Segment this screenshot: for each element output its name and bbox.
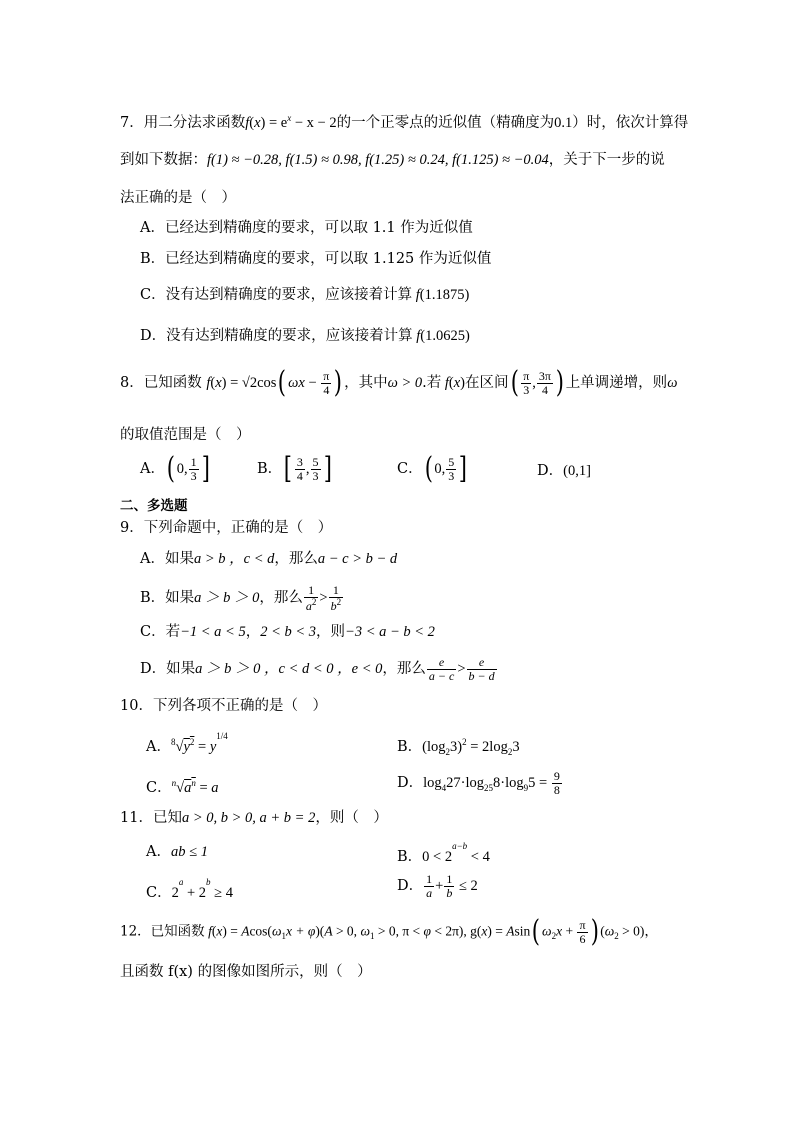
q9-c-result: −3 < a − b < 2	[345, 624, 435, 640]
q7-stem-mid: 的一个正零点的近似值（精确度为	[336, 114, 555, 131]
q10-d-label: D．	[397, 775, 424, 792]
q11-stem-post: ，则（ ）	[315, 810, 388, 826]
q8-line2: 的取值范围是（ ）	[120, 427, 251, 443]
q9-c-pre: C．若	[140, 624, 181, 640]
q9-option-a	[140, 549, 397, 569]
q9-d-mid: ，那么	[382, 661, 426, 678]
q10-option-c: C．$^n√a^n = a$	[146, 778, 219, 796]
q10-b-label: B．	[397, 738, 423, 755]
q8-option-d: D．(0,1]	[537, 463, 591, 479]
q11-c-label: C．	[146, 884, 172, 901]
q11-d-label: D．	[397, 878, 424, 895]
q9-option-c	[140, 622, 435, 642]
q11-condition: a > 0, b > 0, a + b = 2	[181, 810, 316, 826]
q7-option-c: C．没有达到精确度的要求，应该接着计算 f(1.1875)	[140, 287, 470, 303]
q7-option-c-text: C．没有达到精确度的要求，应该接着计算	[140, 287, 413, 303]
q12-line1: 12．已知函数 $f(x) = Acos(\omega_1x + \varphi)(A > 0$, $\omega_1 > 0$, π < φ < 2π), g(x) = Asin( $\omega_2x$ + $\frac{\pi}{6}$ ) $(\omega_2 > 0)$，	[120, 914, 658, 949]
q7-option-a: A．已经达到精确度的要求，可以取 1.1 作为近似值	[140, 220, 473, 236]
q11-a-label: A．	[146, 844, 171, 860]
q9-option-b: B．如果a ＞ b ＞ 0，那么 $\frac{1}{a^2}$ > $\frac{1}{b^2}$	[140, 583, 342, 613]
q9-c-cond1: −1 < a < 5	[180, 624, 246, 640]
q9-b-pre: B．如果	[140, 590, 195, 607]
q7-option-d: D．没有达到精确度的要求，应该接着计算 f(1.0625)	[140, 328, 470, 344]
q9-c-sep: ，	[245, 624, 261, 640]
q11-b-label: B．	[397, 848, 423, 865]
q7-line1: 7．用二分法求函数$f(x) = e^x - x - 2$的一个正零点的近似值（精确度为0.1）时，依次计算得	[120, 113, 689, 131]
q9-c-cond2: 2 < b < 3	[260, 624, 317, 640]
q7-function-expr: f	[245, 114, 250, 131]
q9-b-mid: ，那么	[259, 590, 303, 607]
q9-option-d: D．如果a ＞ b ＞ 0 ，c < d < 0 ，e < 0，那么 $\frac{e}{a - c}$ > $\frac{e}{b - d}$	[140, 655, 495, 683]
q7-option-b: B．已经达到精确度的要求，可以取 1.125 作为近似值	[140, 251, 492, 267]
q8-option-b: B．[ $\frac{3}{4}$ , $\frac{5}{3}$ ]	[257, 451, 332, 486]
q11-option-a	[146, 842, 208, 862]
q8-stem-post: 上单调递增，则	[565, 375, 668, 391]
q10-stem: 10．下列各项不正确的是（ ）	[120, 698, 327, 714]
q9-a-pre: A．如果	[140, 551, 194, 567]
q7-option-d-text: D．没有达到精确度的要求，应该接着计算	[140, 328, 413, 344]
q8-option-a-label: A．	[140, 461, 165, 477]
q8-stem-mid: ，其中	[344, 375, 388, 391]
q8-condition: ω > 0	[387, 375, 423, 391]
q8-stem-mid3: 在区间	[465, 375, 509, 391]
q9-b-cond: a ＞ b ＞ 0	[194, 590, 260, 607]
q9-c-mid: ，则	[316, 624, 346, 640]
q12-line2: 且函数 f(x) 的图像如图所示，则（ ）	[120, 964, 372, 980]
q7-stem-text: 7．用二分法求函数	[120, 114, 246, 131]
q10-c-label: C．	[146, 779, 172, 796]
q11-option-d: D． $\frac{1}{a}$ + $\frac{1}{b}$ ≤ 2	[397, 872, 478, 900]
q9-stem: 9．下列命题中，正确的是（ ）	[120, 520, 333, 536]
q8-option-c: C．( 0, $\frac{5}{3}$ ]	[397, 451, 468, 486]
q11-stem	[120, 808, 388, 828]
q8-line1: 8．已知函数 f(x) = √2cos( ωx − $\frac{\pi}{4}$ ) ，其中ω > 0.若 f(x)在区间( $\frac{\pi}{3}$ , $\frac{3\pi}{4}$ ) 上单调递增，则ω	[120, 365, 678, 400]
q8-stem-mid2: .若	[422, 375, 442, 391]
q11-a-expr: ab ≤ 1	[170, 844, 208, 860]
q11-stem-pre: 11．已知	[120, 810, 182, 826]
q10-option-d: D．$\log_427\cdot\log_{25}8\cdot\log_95$ = $\frac{9}{8}$	[397, 769, 560, 797]
q8-option-a: A．( 0, $\frac{1}{3}$ ]	[140, 451, 210, 486]
q7-precision: 0.1	[554, 114, 573, 131]
q7-line2-post: ，关于下一步的说	[548, 152, 665, 168]
q7-line2	[120, 150, 665, 170]
q7-stem-post: ）时，依次计算得	[572, 114, 689, 131]
q12-stem-pre: 12．已知函数	[120, 923, 205, 940]
q9-d-cond: a ＞ b ＞ 0 ，c < d < 0 ，e < 0	[195, 661, 383, 678]
q7-option-d-value: 1.0625	[425, 328, 465, 344]
q10-a-label: A．	[146, 738, 171, 755]
q8-function-expr: f	[206, 375, 211, 391]
q7-option-c-value: 1.1875	[424, 287, 465, 303]
q7-data-values: f(1) ≈ −0.28, f(1.5) ≈ 0.98, f(1.25) ≈ 0.24, f(1.125) ≈ −0.04	[207, 152, 549, 168]
q7-line3: 法正确的是（ ）	[120, 190, 236, 206]
q9-d-pre: D．如果	[140, 661, 196, 678]
q12-stem-post: ，	[644, 923, 658, 940]
q9-a-result: a − c > b − d	[317, 551, 398, 567]
q10-option-a: A．$^8√y^2 = y^{1/4}$	[146, 731, 228, 755]
q7-data-intro: 到如下数据：	[120, 152, 207, 168]
q11-option-c: C．$2^a + 2^b \ge 4$	[146, 877, 234, 901]
section-heading-multiple-choice: 二、多选题	[120, 498, 188, 514]
q10-option-b: B．$(\log_23)^2 = 2\log_23$	[397, 737, 520, 757]
q8-option-b-label: B．	[257, 461, 283, 477]
q8-option-c-label: C．	[397, 461, 423, 477]
q8-stem-text: 8．已知函数	[120, 375, 202, 391]
q9-a-cond: a > b ，c < d	[193, 551, 275, 567]
q11-option-b: B．$0 < 2^{a-b} < 4$	[397, 841, 490, 865]
q8-option-d-label: D．	[537, 463, 564, 479]
q9-a-mid: ，那么	[274, 551, 318, 567]
